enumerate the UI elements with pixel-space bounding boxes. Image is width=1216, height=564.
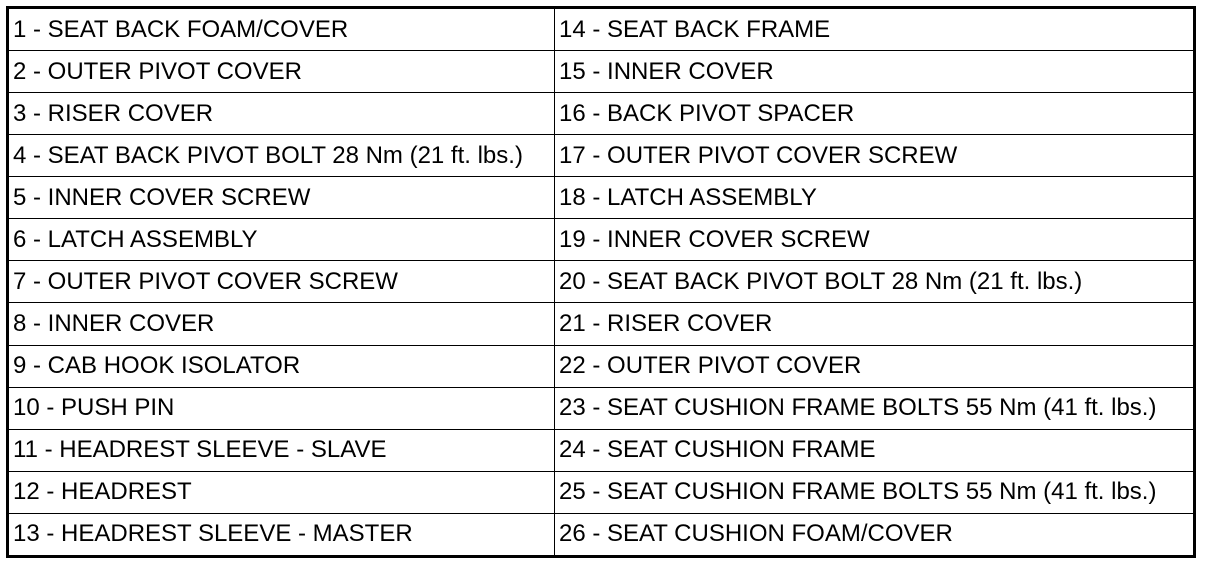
legend-cell-right: 25 - SEAT CUSHION FRAME BOLTS 55 Nm (41 ft. lbs.) [555,471,1195,513]
table-row [8,8,1195,51]
legend-cell-left: 9 - CAB HOOK ISOLATOR [8,345,555,387]
legend-cell-left: 3 - RISER COVER [8,93,555,135]
legend-cell-left: 4 - SEAT BACK PIVOT BOLT 28 Nm (21 ft. lbs.) [8,135,555,177]
legend-cell-right: 15 - INNER COVER [555,51,1195,93]
table-row [8,177,1195,219]
legend-cell-right: 14 - SEAT BACK FRAME [555,8,1195,51]
table-row [8,261,1195,303]
legend-cell-left: 2 - OUTER PIVOT COVER [8,51,555,93]
table-row [8,345,1195,387]
legend-cell-right: 24 - SEAT CUSHION FRAME [555,429,1195,471]
legend-cell-right: 16 - BACK PIVOT SPACER [555,93,1195,135]
legend-cell-right: 21 - RISER COVER [555,303,1195,345]
legend-cell-left: 10 - PUSH PIN [8,387,555,429]
legend-cell-left: 6 - LATCH ASSEMBLY [8,219,555,261]
legend-cell-right: 18 - LATCH ASSEMBLY [555,177,1195,219]
table-row [8,51,1195,93]
table-row [8,135,1195,177]
legend-cell-right: 22 - OUTER PIVOT COVER [555,345,1195,387]
table-row [8,387,1195,429]
table-row [8,471,1195,513]
legend-cell-left: 12 - HEADREST [8,471,555,513]
legend-cell-left: 11 - HEADREST SLEEVE - SLAVE [8,429,555,471]
table-row [8,219,1195,261]
legend-cell-left: 13 - HEADREST SLEEVE - MASTER [8,513,555,556]
legend-cell-right: 17 - OUTER PIVOT COVER SCREW [555,135,1195,177]
legend-cell-left: 7 - OUTER PIVOT COVER SCREW [8,261,555,303]
parts-legend-table [6,6,1196,558]
legend-cell-right: 23 - SEAT CUSHION FRAME BOLTS 55 Nm (41 ft. lbs.) [555,387,1195,429]
legend-cell-left: 5 - INNER COVER SCREW [8,177,555,219]
legend-cell-left: 1 - SEAT BACK FOAM/COVER [8,8,555,51]
table-row [8,513,1195,556]
table-row [8,429,1195,471]
legend-cell-left: 8 - INNER COVER [8,303,555,345]
table-row [8,93,1195,135]
legend-cell-right: 26 - SEAT CUSHION FOAM/COVER [555,513,1195,556]
legend-cell-right: 20 - SEAT BACK PIVOT BOLT 28 Nm (21 ft. lbs.) [555,261,1195,303]
legend-cell-right: 19 - INNER COVER SCREW [555,219,1195,261]
table-row [8,303,1195,345]
